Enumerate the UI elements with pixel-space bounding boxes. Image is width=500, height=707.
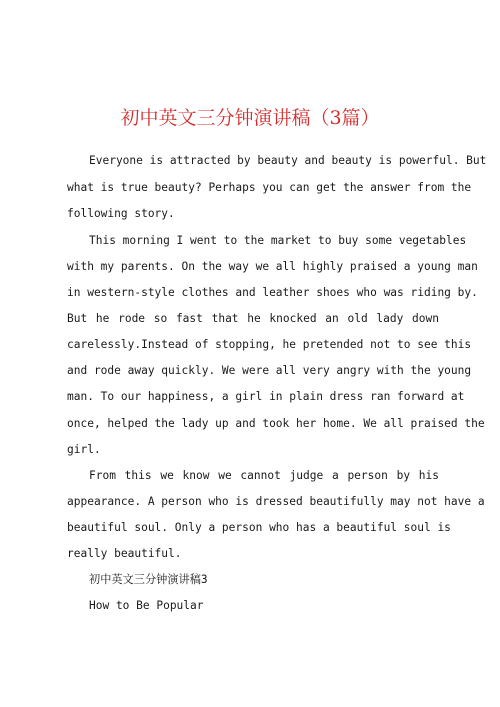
document-title: 初中英文三分钟演讲稿（3篇） <box>120 107 380 129</box>
paragraph-line: once, helped the lady up and took her home. We all praised the <box>67 417 485 430</box>
paragraph-line: really beautiful. <box>67 547 182 560</box>
paragraph-line: beautiful soul. Only a person who has a beautiful soul is <box>67 521 451 534</box>
paragraph-line: Everyone is attracted by beauty and beauty is powerful. But <box>89 154 487 167</box>
paragraph-line: man. To our happiness, a girl in plain dress ran forward at <box>67 390 465 403</box>
paragraph-line: carelessly.Instead of stopping, he pretended not to see this <box>67 338 472 351</box>
paragraph-line: From this we know we cannot judge a person by his <box>89 469 439 482</box>
paragraph-line: But he rode so fast that he knocked an old lady down <box>67 312 439 325</box>
paragraph-line: appearance. A person who is dressed beautifully may not have a <box>67 495 485 508</box>
paragraph-line: girl. <box>67 443 101 456</box>
paragraph-line: following story. <box>67 207 175 220</box>
paragraph-line: in western-style clothes and leather shoes who was riding by. <box>67 286 478 299</box>
section-heading: 初中英文三分钟演讲稿3 <box>89 573 208 586</box>
paragraph-line: with my parents. On the way we all highly praised a young man <box>67 260 478 273</box>
paragraph-line: and rode away quickly. We were all very angry with the young <box>67 364 472 377</box>
section-title: How to Be Popular <box>89 599 204 612</box>
paragraph-line: what is true beauty? Perhaps you can get the answer from the <box>67 181 472 194</box>
paragraph-line: This morning I went to the market to buy some vegetables <box>89 234 467 247</box>
